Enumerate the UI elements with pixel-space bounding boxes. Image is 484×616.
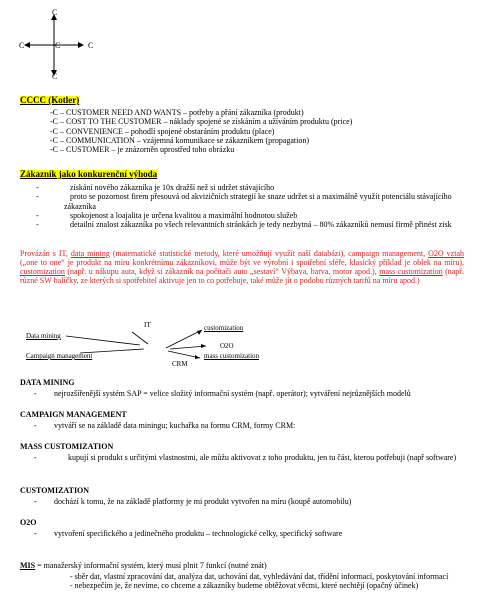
- cccc-title: CCCC (Kotler): [20, 95, 80, 105]
- diagram-it: IT: [144, 321, 151, 329]
- advantage-item: - proto se pozornost firem přesouvá od akvizičních strategií ke snaze udržet si a maximálně využít potenciálu stávajícího zákazníka: [36, 192, 452, 211]
- term-o2o: O2O vztah: [428, 249, 464, 258]
- mis-item: - nebezpečím je, že nevíme, co chceme a zákazníky budeme obtěžovat věcmi, které nechtějí (opačný účinek): [70, 581, 419, 591]
- cross-c-left: C: [19, 41, 25, 50]
- cccc-item: -C – COMMUNICATION – vzájemná komunikace se zákazníkem (propagation): [50, 135, 310, 145]
- cccc-item: -C – COST TO THE CUSTOMER – náklady spojené se získáním a užíváním produktu (price): [50, 117, 353, 127]
- cross-c-center: C: [55, 41, 61, 50]
- term-data-mining: data mining: [70, 249, 110, 258]
- section-title-data-mining: DATA MINING: [20, 378, 75, 387]
- section-title-customization: CUSTOMIZATION: [20, 486, 90, 495]
- advantage-item: - získání nového zákazníka je 10x dražší než si udržet stávajícího: [36, 183, 275, 192]
- cccc-item: -C – CONVENIENCE – pohodlí spojené obstaráním produktu (place): [50, 126, 275, 136]
- section-title-o2o: O2O: [20, 518, 37, 527]
- term-mass-customization: mass customization: [379, 267, 443, 276]
- diagram-customization: customization: [204, 324, 244, 332]
- diagram-crm: CRM: [172, 360, 188, 368]
- section-title-mass-customization: MASS CUSTOMIZATION: [20, 442, 114, 451]
- section-item-campaign-management: - vytváří se na základě data miningu; kuchařka na formu CRM, formy CRM:: [34, 421, 296, 430]
- mis-item: - sběr dat, vlastní zpracování dat, analýza dat, uchování dat, vyhledávání dat, třídění informací, poskytování informací: [70, 572, 449, 581]
- mis-abbr: MIS: [20, 561, 36, 570]
- advantage-title: Zákazník jako konkurenční výhoda: [20, 169, 158, 179]
- cccc-item: -C – CUSTOMER NEED AND WANTS – potřeby a přání zákazníka (produkt): [50, 108, 304, 117]
- diagram-campaign-management: Campaign management: [26, 352, 93, 360]
- diagram-o2o: O2O: [220, 342, 234, 350]
- term-customization: customization: [20, 267, 65, 276]
- mis-heading: MIS = manažerský informační systém, který musí plnit 7 funkcí (nutné znát): [20, 561, 267, 570]
- cccc-item: -C – CUSTOMER – je znázorněn uprostřed toho obrázku: [50, 145, 235, 155]
- mis-list: [70, 572, 462, 591]
- cross-c-top: C: [52, 8, 58, 17]
- advantage-list: [22, 183, 462, 229]
- section-item-o2o: - vytvoření specifického a jedinečného produktu – technologické celky, specifický software: [34, 529, 343, 538]
- diagram-data-mining: Data mining: [26, 332, 61, 340]
- section-title-campaign-management: CAMPAIGN MANAGEMENT: [20, 410, 127, 419]
- cccc-list: [50, 108, 352, 154]
- section-item-customization: - dochází k tomu, že na základě platformy je mi produkt vytvořen na míru (koupě automobilu): [34, 497, 352, 506]
- advantage-item: - detailní znalost zákazníka po všech relevantních stránkách je tedy nezbytná – 80% zákazníků nemusí firmě přinést zisk: [36, 220, 452, 230]
- diagram-mass-customization: mass customization: [204, 352, 260, 360]
- crm-intro-paragraph: Provázán s IT, data mining (matematické statistické metody, které umožňují využít naší databázi), campaign management, O2O vztah („one to one“ je produkt na míru konkrétnímu zákazníkovi, může být ve výrobní i spotřební sféře, klasický příklad je oblek na míru), customization (např. u nákupu auta, když si zákazník na počítači auto „sestaví“ Výbava, barva, motor apod.), mass customization (např. různé SW balíčky, ze kterých si spotřebitel aktivuje jen to co potřebuje, také může jít o podobu různých tarifů na míru apod.): [20, 249, 464, 285]
- section-item-mass-customization: - kupují si produkt s určitými vlastnostmi, ale můžu aktivovat z toho produktu, jen tu část, kterou potřebuji (např software): [34, 453, 457, 462]
- cross-c-bottom: C: [52, 72, 58, 81]
- advantage-item: - spokojenost a loajalita je určena kvalitou a maximální hodnotou služeb: [36, 210, 298, 220]
- cross-c-right: C: [88, 41, 94, 50]
- section-item-data-mining: - nejrozšířenější systém SAP = velice složitý informační systém (např. operátor); vytváření nejrůznějších modelů: [34, 389, 411, 398]
